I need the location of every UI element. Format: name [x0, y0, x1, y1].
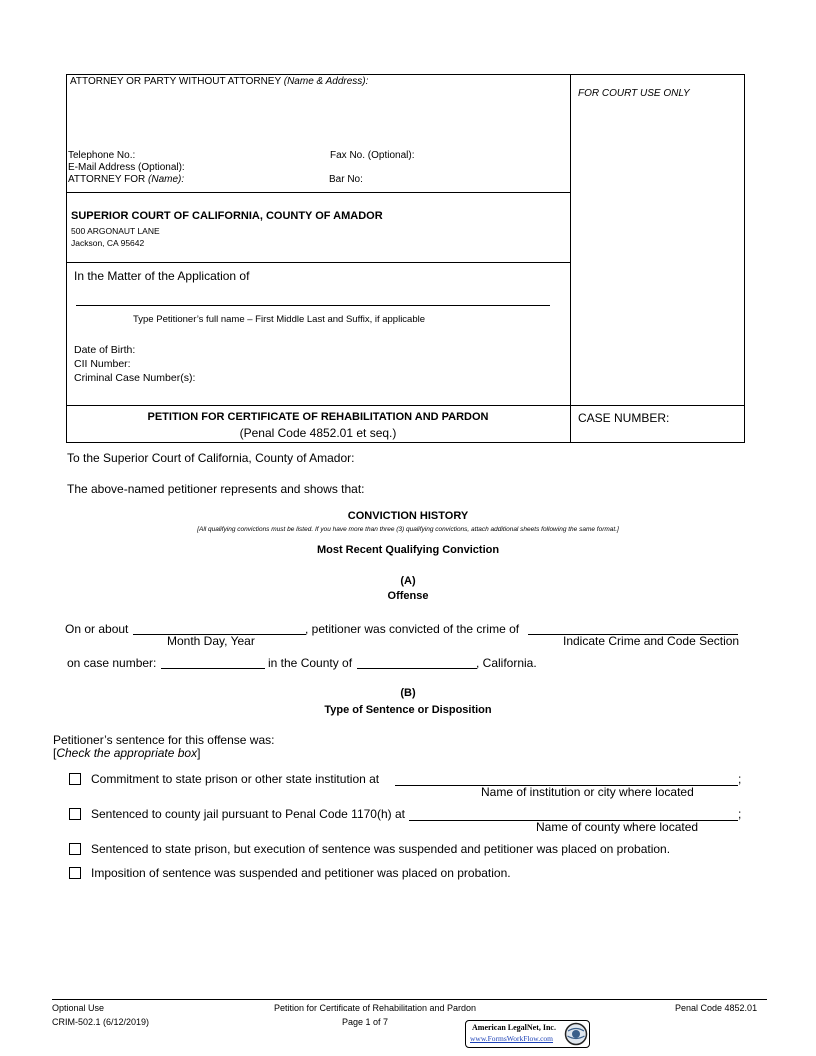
- optional-use: Optional Use: [52, 1003, 105, 1013]
- represents-text: The above-named petitioner represents and shows that:: [67, 482, 365, 496]
- attorney-label: ATTORNEY OR PARTY WITHOUT ATTORNEY (Name & Address):: [70, 76, 369, 87]
- court-section-divider: [66, 262, 570, 263]
- petition-title: PETITION FOR CERTIFICATE OF REHABILITATION AND PARDON: [147, 411, 489, 423]
- bar-no-label: Bar No:: [329, 174, 363, 185]
- attorney-section-divider: [66, 192, 570, 193]
- penal-code-ref: (Penal Code 4852.01 et seq.): [239, 426, 397, 440]
- footer-rule: [52, 999, 767, 1000]
- logo-company-name: American LegalNet, Inc.: [472, 1023, 556, 1032]
- court-address-line2: Jackson, CA 95642: [71, 238, 145, 248]
- american-legalnet-logo[interactable]: [465, 1020, 590, 1048]
- case-number-label: CASE NUMBER:: [578, 411, 670, 425]
- email-label: E-Mail Address (Optional):: [68, 162, 185, 173]
- matter-label: In the Matter of the Application of: [74, 269, 250, 283]
- county-jail-checkbox[interactable]: [69, 808, 81, 820]
- telephone-label: Telephone No.:: [68, 150, 136, 161]
- conviction-note: [All qualifying convictions must be listed. If you have more than three (3) qualifying convictions, attach additional sheets following the same format.]: [197, 526, 619, 533]
- petitioner-name-line[interactable]: [76, 305, 550, 306]
- fax-label: Fax No. (Optional):: [330, 150, 415, 161]
- case-number-field[interactable]: [161, 668, 265, 669]
- county-jail-hint: Name of county where located: [536, 820, 699, 834]
- case-numbers-label: Criminal Case Number(s):: [74, 372, 196, 384]
- semicolon-1: ;: [738, 772, 742, 786]
- title-section-divider: [66, 405, 745, 406]
- conviction-history-heading: CONVICTION HISTORY: [347, 510, 469, 522]
- section-b-label: (B): [400, 687, 416, 699]
- court-use-label: FOR COURT USE ONLY: [578, 88, 690, 99]
- county-jail-label: Sentenced to county jail pursuant to Penal Code 1170(h) at: [91, 807, 405, 821]
- crime-hint: Indicate Crime and Code Section: [563, 634, 740, 648]
- footer-title: Petition for Certificate of Rehabilitation and Pardon: [273, 1003, 477, 1013]
- caption-box: [66, 74, 745, 443]
- institution-hint: Name of institution or city where located: [481, 785, 694, 799]
- california-text: , California.: [476, 656, 537, 670]
- court-name: SUPERIOR COURT OF CALIFORNIA, COUNTY OF AMADOR: [71, 210, 383, 222]
- court-address-line1: 500 ARGONAUT LANE: [71, 226, 160, 236]
- suspended-execution-checkbox[interactable]: [69, 843, 81, 855]
- suspended-execution-label: Sentenced to state prison, but execution of sentence was suspended and petitioner was placed on probation.: [91, 842, 671, 856]
- suspended-imposition-label: Imposition of sentence was suspended and petitioner was placed on probation.: [91, 866, 511, 880]
- logo-website: www.FormsWorkFlow.com: [470, 1034, 554, 1043]
- case-number-text: on case number:: [67, 656, 157, 670]
- sentence-intro: Petitioner’s sentence for this offense was:: [53, 733, 275, 747]
- petitioner-name-hint: Type Petitioner’s full name – First Middle Last and Suffix, if applicable: [133, 314, 426, 325]
- convicted-text: , petitioner was convicted of the crime of: [305, 622, 520, 636]
- suspended-imposition-checkbox[interactable]: [69, 867, 81, 879]
- county-field[interactable]: [357, 668, 477, 669]
- dob-label: Date of Birth:: [74, 344, 136, 356]
- page-number: Page 1 of 7: [341, 1017, 389, 1027]
- footer-code: Penal Code 4852.01: [675, 1003, 758, 1013]
- attorney-for-label: ATTORNEY FOR (Name):: [68, 174, 185, 185]
- caption-divider: [570, 74, 571, 443]
- globe-icon: [564, 1022, 588, 1046]
- check-box-hint: [Check the appropriate box]: [53, 746, 201, 760]
- form-id: CRIM-502.1 (6/12/2019): [52, 1017, 150, 1027]
- county-text: in the County of: [268, 656, 353, 670]
- commitment-checkbox[interactable]: [69, 773, 81, 785]
- date-hint: Month Day, Year: [167, 634, 255, 648]
- commitment-label: Commitment to state prison or other state institution at: [91, 772, 380, 786]
- semicolon-2: ;: [738, 807, 742, 821]
- most-recent-heading: Most Recent Qualifying Conviction: [316, 544, 500, 556]
- sentence-type-heading: Type of Sentence or Disposition: [324, 704, 492, 716]
- offense-heading: Offense: [387, 590, 429, 602]
- on-or-about-label: On or about: [65, 622, 129, 636]
- section-a-label: (A): [400, 575, 416, 587]
- cii-label: CII Number:: [74, 358, 131, 370]
- salutation: To the Superior Court of California, County of Amador:: [67, 451, 355, 465]
